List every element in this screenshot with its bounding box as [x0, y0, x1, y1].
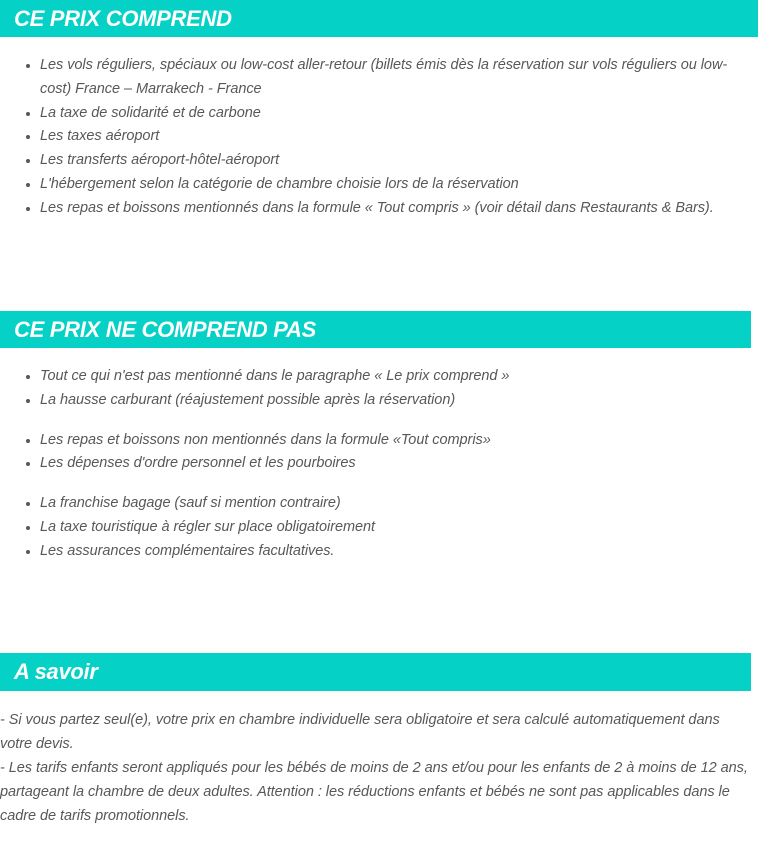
- list-item: Les transferts aéroport-hôtel-aéroport: [0, 149, 746, 173]
- list-item: Les assurances complémentaires facultatives.: [0, 540, 746, 564]
- list-item: Les repas et boissons mentionnés dans la formule « Tout compris » (voir détail dans Restaurants & Bars).: [0, 197, 746, 221]
- section-body-ce-prix-comprend: [0, 54, 746, 221]
- list-item: Les dépenses d'ordre personnel et les pourboires: [0, 452, 746, 476]
- section-header-a-savoir: [0, 653, 751, 691]
- excluded-list-group-2: [0, 429, 746, 477]
- section-title-text: CE PRIX COMPREND: [14, 5, 232, 31]
- section-header-ce-prix-ne-comprend-pas: [0, 311, 751, 348]
- list-item: La taxe touristique à régler sur place obligatoirement: [0, 516, 746, 540]
- excluded-list-group-3: [0, 492, 746, 563]
- list-item: Les vols réguliers, spéciaux ou low-cost aller-retour (billets émis dès la réservation sur vols réguliers ou low-cost) France – Marrakech - France: [0, 54, 746, 102]
- section-body-ce-prix-ne-comprend-pas: [0, 365, 746, 564]
- list-group-spacer: [0, 476, 746, 492]
- list-item: Les repas et boissons non mentionnés dans la formule «Tout compris»: [0, 429, 746, 453]
- note-paragraph: - Les tarifs enfants seront appliqués pour les bébés de moins de 2 ans et/ou pour les enfants de 2 à moins de 12 ans, partageant la chambre de deux adultes. Attention : les réductions enfants et bébés ne sont pas applicables dans le cadre de tarifs promotionnels.: [0, 760, 748, 824]
- included-list: [0, 54, 746, 221]
- section-title-text: CE PRIX NE COMPREND PAS: [14, 316, 316, 342]
- section-body-a-savoir: [0, 708, 750, 828]
- list-item: Tout ce qui n'est pas mentionné dans le paragraphe « Le prix comprend »: [0, 365, 746, 389]
- list-item: La taxe de solidarité et de carbone: [0, 102, 746, 126]
- list-group-spacer: [0, 413, 746, 429]
- list-item: Les taxes aéroport: [0, 125, 746, 149]
- section-title-text: A savoir: [14, 659, 98, 684]
- note-paragraph: - Si vous partez seul(e), votre prix en chambre individuelle sera obligatoire et sera calculé automatiquement dans votre devis.: [0, 712, 720, 752]
- list-item: L'hébergement selon la catégorie de chambre choisie lors de la réservation: [0, 173, 746, 197]
- list-item: La franchise bagage (sauf si mention contraire): [0, 492, 746, 516]
- list-item: La hausse carburant (réajustement possible après la réservation): [0, 389, 746, 413]
- section-header-ce-prix-comprend: [0, 0, 758, 37]
- excluded-list-group-1: [0, 365, 746, 413]
